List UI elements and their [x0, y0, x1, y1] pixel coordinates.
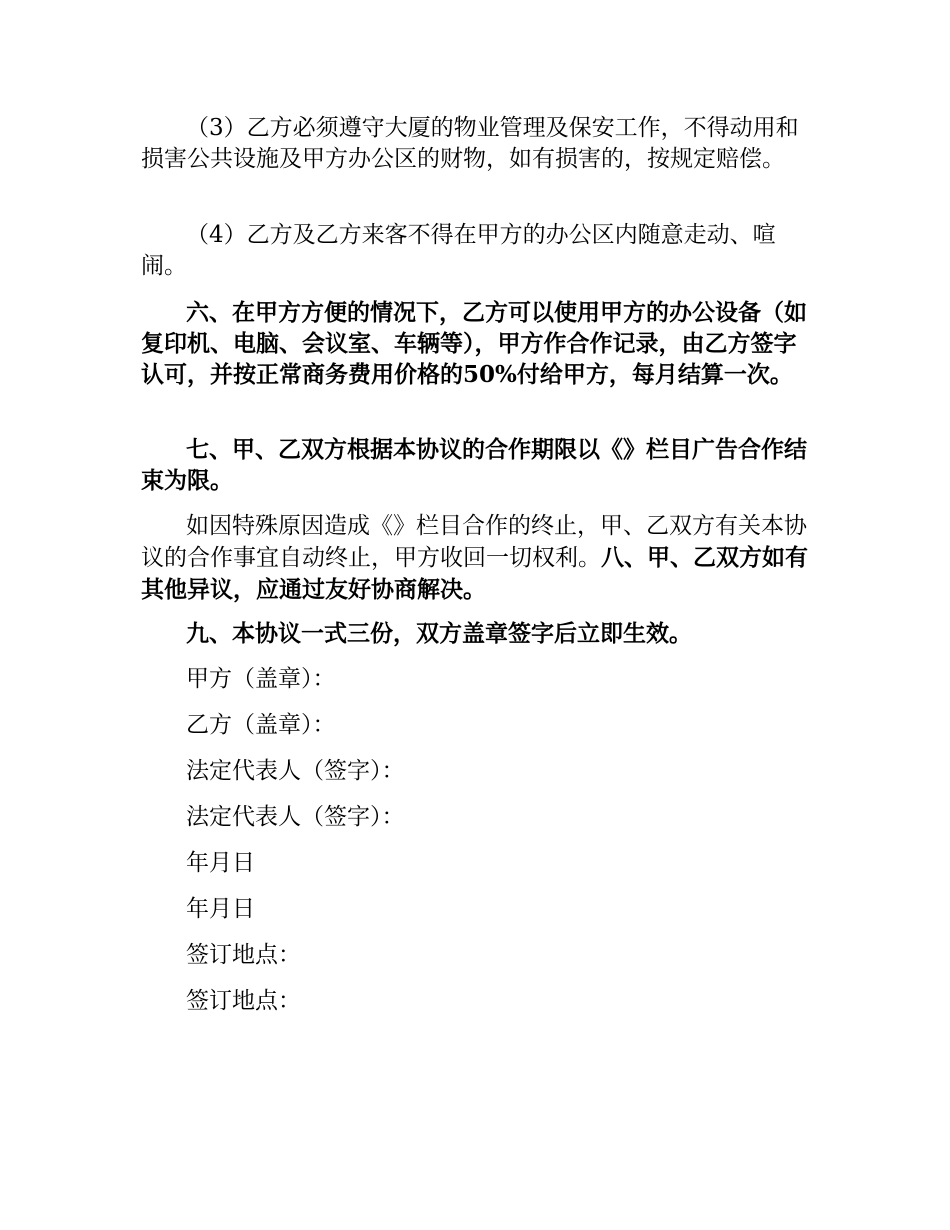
date-line-1: 年月日 — [186, 850, 255, 876]
paragraph-termination — [141, 511, 811, 606]
legal-representative-line-2: 法定代表人（签字）： — [186, 804, 405, 830]
paragraph-clause-9: 九、本协议一式三份，双方盖章签字后立即生效。 — [186, 620, 692, 647]
paragraph-clause-7: 七、甲、乙双方根据本协议的合作期限以《》栏目广告合作结束为限。 — [141, 436, 807, 494]
legal-representative-line-1: 法定代表人（签字）： — [186, 758, 405, 784]
signing-place-line-2: 签订地点： — [186, 988, 301, 1014]
paragraph-clause-5-3: （3）乙方必须遵守大厦的物业管理及保安工作，不得动用和损害公共设施及甲方办公区的财物，如有损害的，按规定赔偿。 — [141, 115, 799, 172]
termination-text: 如因特殊原因造成《》栏目合作的终止，甲、乙双方有关本协议的合作事宜自动终止，甲方收回一切权利。 — [141, 513, 807, 571]
party-b-seal-line: 乙方（盖章）： — [186, 712, 336, 738]
clause-8-text: 八、甲、乙双方如有其他异议，应通过友好协商解决。 — [141, 544, 808, 603]
paragraph-clause-5-4: （4）乙方及乙方来客不得在甲方的办公区内随意走动、喧闹。 — [141, 222, 776, 279]
date-line-2: 年月日 — [186, 896, 255, 922]
party-a-seal-line: 甲方（盖章）： — [186, 666, 336, 692]
paragraph-clause-6: 六、在甲方方便的情况下，乙方可以使用甲方的办公设备（如复印机、电脑、会议室、车辆等），甲方作合作记录，由乙方签字认可，并按正常商务费用价格的50%付给甲方，每月结算一次。 — [141, 299, 807, 388]
signing-place-line-1: 签订地点： — [186, 942, 301, 968]
